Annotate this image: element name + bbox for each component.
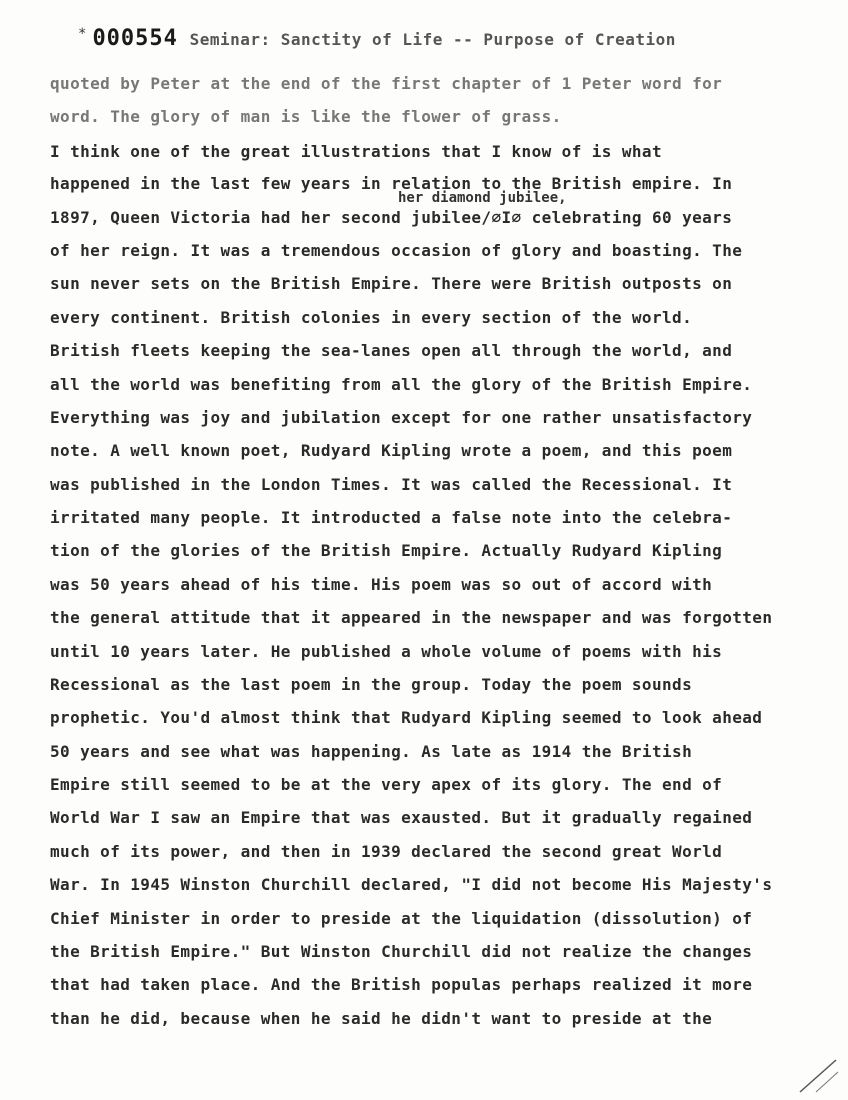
document-title: Seminar: Sanctity of Life -- Purpose of Creation — [189, 30, 676, 49]
body-line-12: note. A well known poet, Rudyard Kipling wrote a poem, and this poem — [50, 441, 733, 460]
body-line-10: all the world was benefiting from all the glory of the British Empire. — [50, 375, 753, 394]
body-line-2: word. The glory of man is like the flower of grass. — [50, 107, 562, 126]
page-corner-scan-artifact — [796, 1054, 840, 1094]
body-line-23: World War I saw an Empire that was exausted. But it gradually regained — [50, 808, 753, 827]
body-line-3: I think one of the great illustrations that I know of is what — [50, 142, 663, 161]
body-line-7: sun never sets on the British Empire. There were British outposts on — [50, 274, 733, 293]
body-line-13: was published in the London Times. It was called the Recessional. It — [50, 475, 733, 494]
page-header — [78, 26, 676, 51]
body-line-8: every continent. British colonies in every section of the world. — [50, 308, 693, 327]
body-line-9: British fleets keeping the sea-lanes open all through the world, and — [50, 341, 733, 360]
header-asterisk: * — [78, 26, 87, 42]
body-line-22: Empire still seemed to be at the very apex of its glory. The end of — [50, 775, 723, 794]
body-line-4: happened in the last few years in relation to the British empire. In — [50, 174, 733, 193]
body-line-20: prophetic. You'd almost think that Rudyard Kipling seemed to look ahead — [50, 708, 763, 727]
body-line-25: War. In 1945 Winston Churchill declared, "I did not become His Majesty's — [50, 875, 773, 894]
body-line-27: the British Empire." But Winston Churchill did not realize the changes — [50, 942, 753, 961]
body-line-29: than he did, because when he said he didn't want to preside at the — [50, 1009, 713, 1028]
body-line-1: quoted by Peter at the end of the first chapter of 1 Peter word for — [50, 74, 723, 93]
body-line-14: irritated many people. It introducted a false note into the celebra- — [50, 508, 733, 527]
body-line-17: the general attitude that it appeared in the newspaper and was forgotten — [50, 608, 773, 627]
body-line-21: 50 years and see what was happening. As late as 1914 the British — [50, 742, 693, 761]
body-line-6: of her reign. It was a tremendous occasion of glory and boasting. The — [50, 241, 743, 260]
handwritten-insertion: her diamond jubilee, — [398, 190, 567, 206]
body-line-24: much of its power, and then in 1939 declared the second great World — [50, 842, 723, 861]
body-line-16: was 50 years ahead of his time. His poem was so out of accord with — [50, 575, 713, 594]
body-line-11: Everything was joy and jubilation except for one rather unsatisfactory — [50, 408, 753, 427]
body-line-15: tion of the glories of the British Empire. Actually Rudyard Kipling — [50, 541, 723, 560]
body-line-19: Recessional as the last poem in the group. Today the poem sounds — [50, 675, 693, 694]
body-line-26: Chief Minister in order to preside at the liquidation (dissolution) of — [50, 909, 753, 928]
document-number: 000554 — [92, 26, 178, 51]
body-line-5: 1897, Queen Victoria had her second jubilee/⌀I⌀ celebrating 60 years — [50, 208, 733, 227]
body-line-18: until 10 years later. He published a whole volume of poems with his — [50, 642, 723, 661]
body-line-28: that had taken place. And the British populas perhaps realized it more — [50, 975, 753, 994]
